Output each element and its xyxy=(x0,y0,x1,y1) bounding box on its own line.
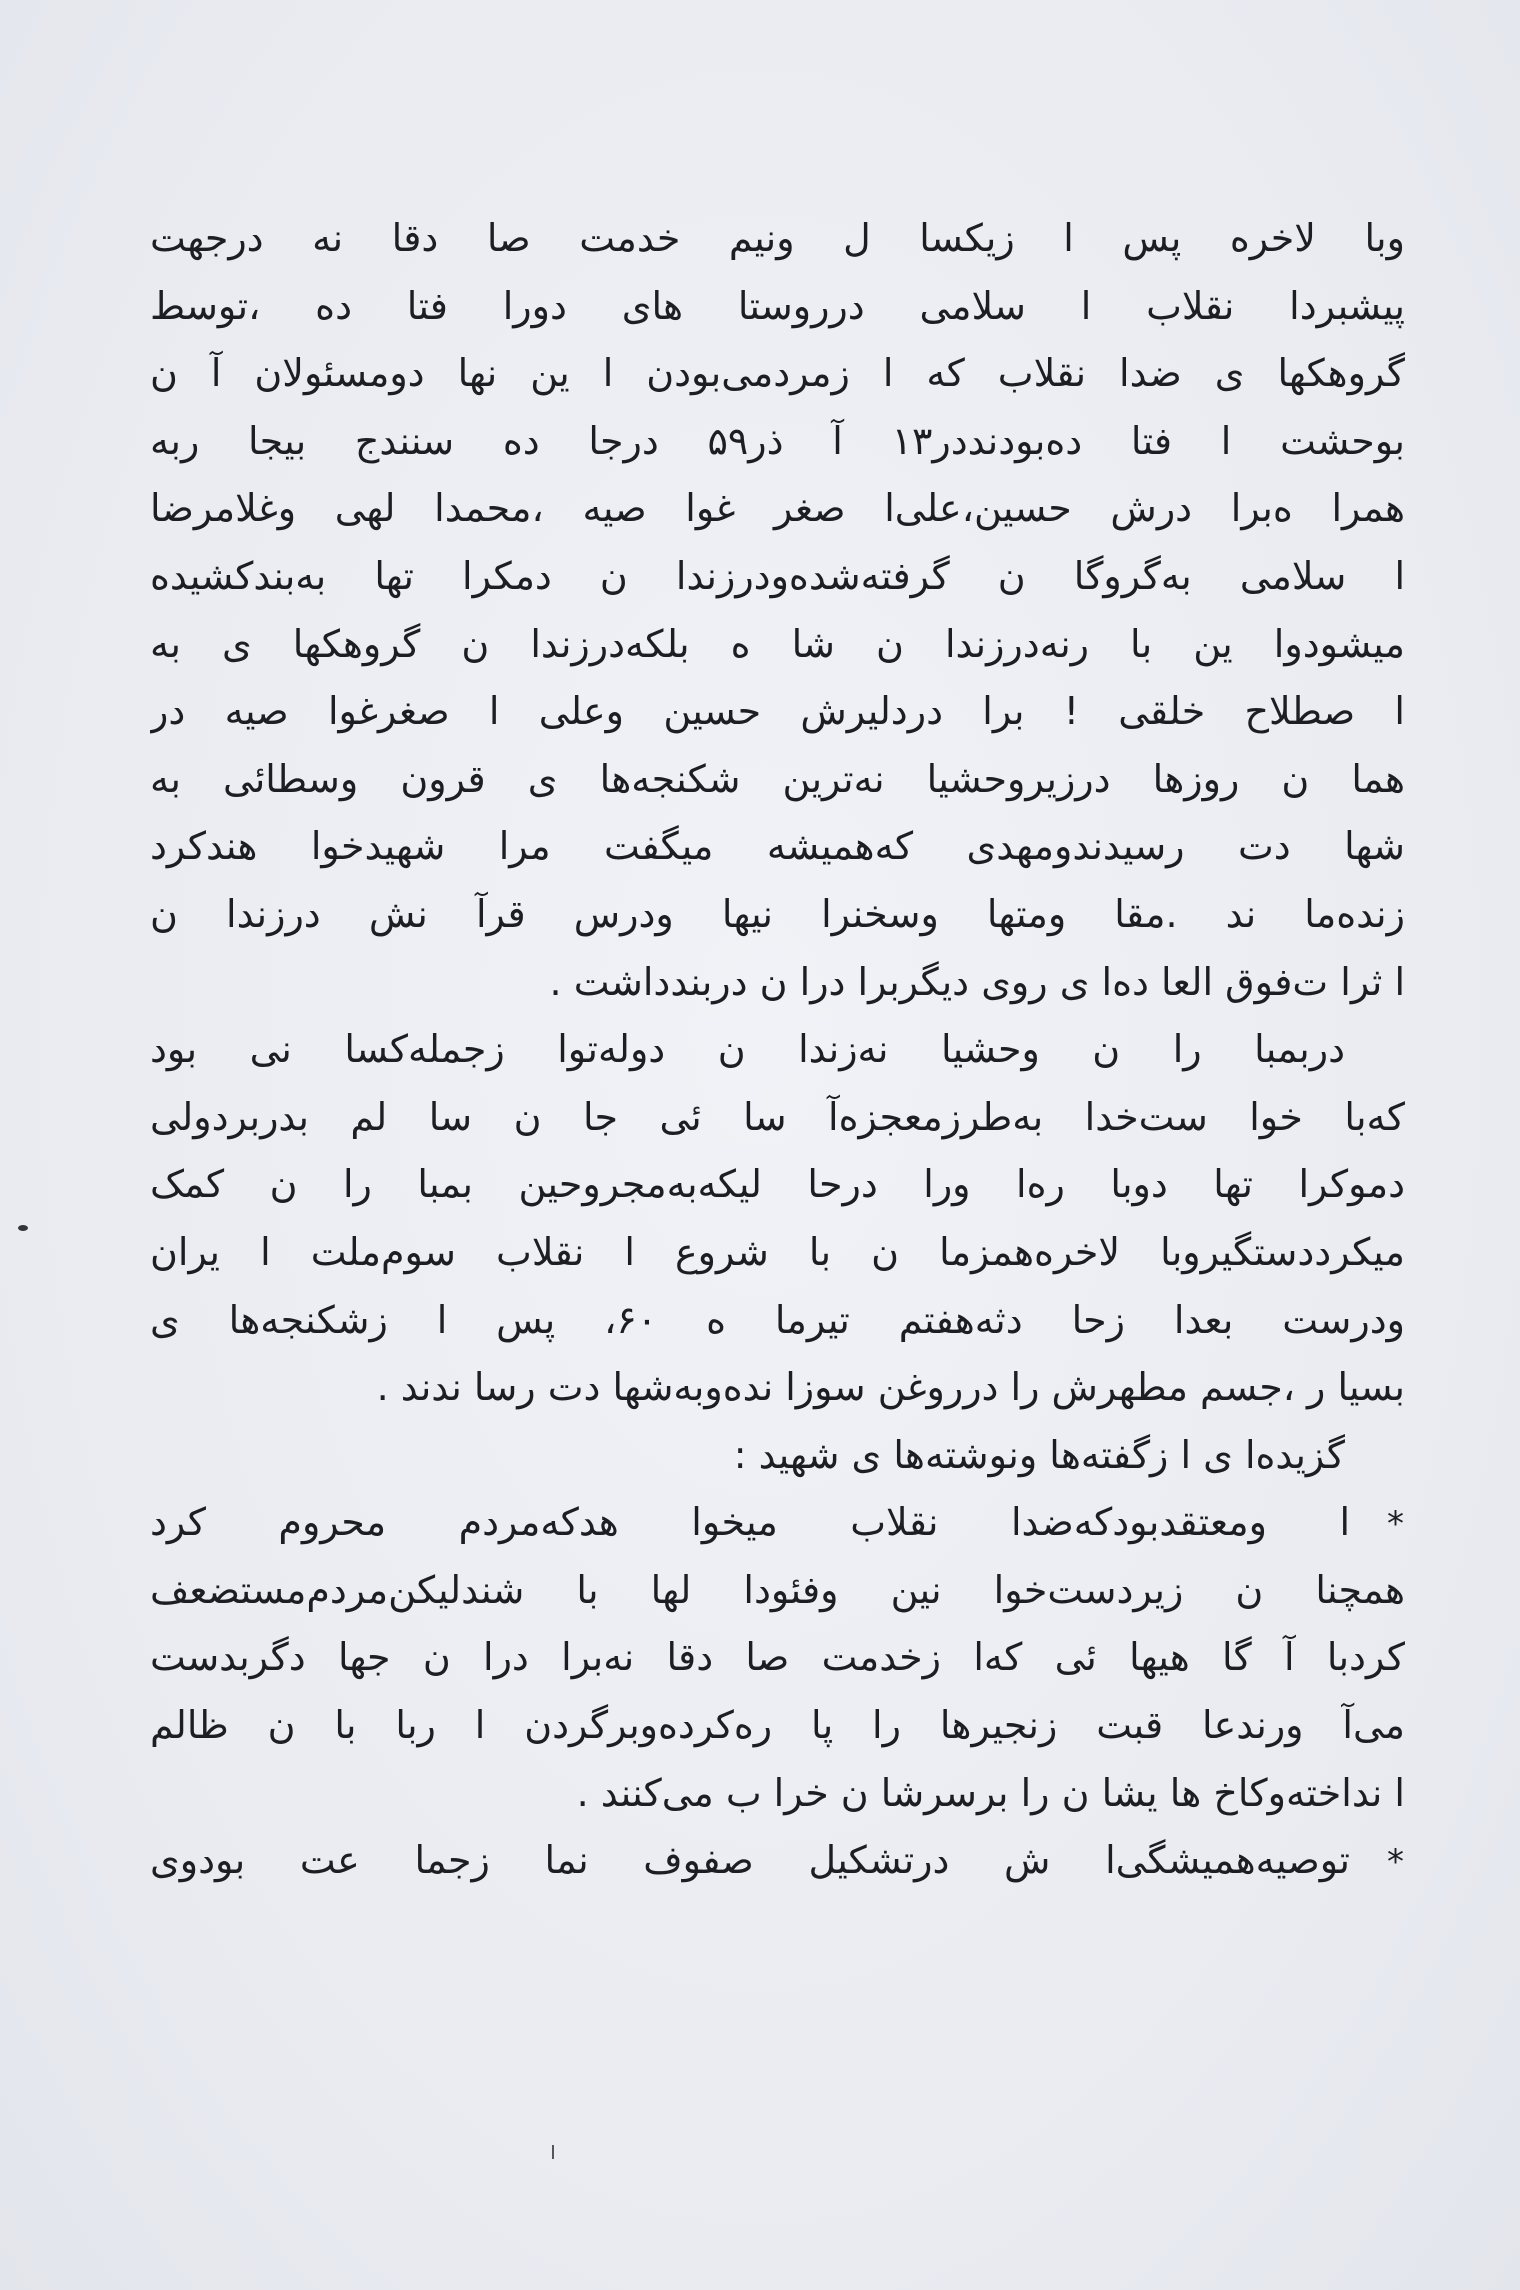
text-line: پیشبردا نقلاب ا سلامی درروستا های دورا فتا ده ،توسط xyxy=(150,283,1405,328)
text-line: وبا لاخره پس ا زیکسا ل ونیم خدمت صا دقا نه درجهت xyxy=(150,216,1405,260)
text-line: زنده‌ما ند .مقا ومتها وسخنرا نیها ودرس قرآ نش درزندا ن xyxy=(150,891,1405,936)
text-line: دموکرا تها دوبا ره‌ا ورا درحا لیکه‌به‌مجروحین بمبا را ن کمک xyxy=(150,1162,1405,1207)
section-heading: گزیده‌ا ی ا زگفته‌ها ونوشته‌ها ی شهید : xyxy=(733,1432,1345,1477)
text-line: همچنا ن زیردست‌خوا نین وفئودا لها با شندلیکن‌مردم‌مستضعف xyxy=(150,1567,1405,1612)
text-line: بسیا ر ،جسم مطهرش را درروغن سوزا نده‌وبه‌شها دت رسا ندند . xyxy=(376,1365,1405,1410)
text-line: بوحشت ا فتا ده‌بودنددر۱۳ آ ذر۵۹ درجا ده سنندج بیجا ربه xyxy=(150,418,1405,463)
bullet-icon: * xyxy=(1387,1842,1405,1883)
text-line: می‌آ ورندعا قبت زنجیرها را پا ره‌کرده‌وبرگردن ا ربا با ن ظالم xyxy=(150,1703,1405,1748)
text-line: هما ن روزها درزیروحشیا نه‌ترین شکنجه‌ها ی قرون وسطائی به xyxy=(150,756,1405,801)
scan-speck xyxy=(18,1225,28,1231)
text-line: همرا ه‌برا درش حسین،علی‌ا صغر غوا صیه ،محمدا لهی وغلامرضا xyxy=(150,486,1405,531)
scan-mark xyxy=(552,2145,554,2159)
text-line: میکرددستگیروبا لاخره‌همزما ن با شروع ا نقلاب سوم‌ملت ا یران xyxy=(150,1229,1405,1274)
bullet-item xyxy=(150,1489,1405,1557)
bullet-icon: * xyxy=(1387,1504,1405,1545)
text-line: که‌با خوا ست‌خدا به‌طرزمعجزه‌آ سا ئی جا ن سا لم بدربردولی xyxy=(150,1094,1405,1139)
bullet-item xyxy=(150,1827,1405,1895)
text-line: شها دت رسیدندومهدی که‌همیشه میگفت مرا شهیدخوا هندکرد xyxy=(150,824,1405,869)
text-line: میشودوا ین با رنه‌درزندا ن شا ه بلکه‌درزندا ن گروهکها ی به xyxy=(150,621,1405,666)
text-line: ا نداخته‌وکاخ ها یشا ن را برسرشا ن خرا ب می‌کنند . xyxy=(576,1770,1405,1815)
text-line: ودرست بعدا زحا دثه‌هفتم تیرما ه ۶۰، پس ا زشکنجه‌ها ی xyxy=(150,1297,1405,1342)
text-line: کردبا آ گا هیها ئی که‌ا زخدمت صا دقا نه‌برا درا ن جها دگربدست xyxy=(150,1635,1405,1680)
text-line: ا سلامی به‌گروگا ن گرفته‌شده‌ودرزندا ن دمکرا تها به‌بندکشیده xyxy=(150,553,1405,598)
text-line: توصیه‌همیشگی‌ا ش درتشکیل صفوف نما زجما عت بودوی xyxy=(150,1838,1350,1883)
text-line: ا ومعتقدبودکه‌ضدا نقلاب میخوا هدکه‌مردم محروم کرد xyxy=(150,1500,1350,1545)
text-line: ا صطلاح خلقی ! برا دردلیرش حسین وعلی ا صغرغوا صیه در xyxy=(150,689,1405,734)
body-text xyxy=(150,205,1405,1895)
text-line: دربمبا را ن وحشیا نه‌زندا ن دوله‌توا زجمله‌کسا نی بود xyxy=(150,1027,1345,1072)
text-line: ا ثرا ت‌فوق العا ده‌ا ی روی دیگربرا درا ن دربندداشت . xyxy=(549,959,1405,1004)
text-line: گروهکها ی ضدا نقلاب که ا زمردمی‌بودن ا ین نها دومسئولان آ ن xyxy=(150,351,1405,396)
